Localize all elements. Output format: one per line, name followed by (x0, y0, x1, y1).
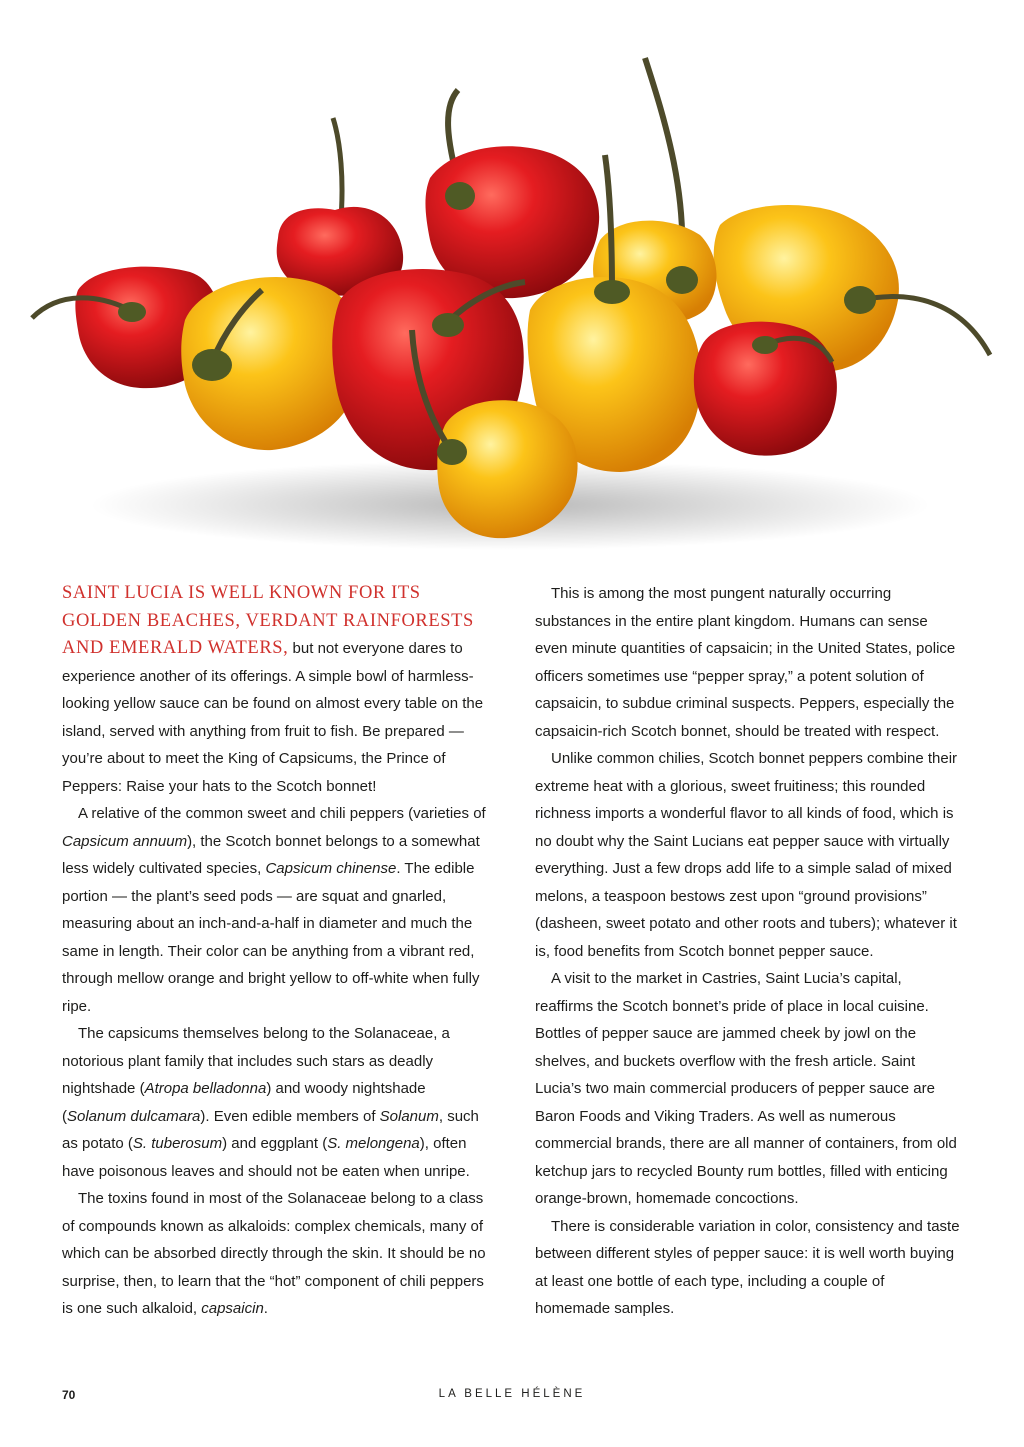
text-run: . The edible portion — the plant’s seed pods — are squat and gnarled, measuring about an inch-and-a-half in diameter and much the same in length. Their color can be anything from a vibrant red, through mellow orange and bright yellow to off-white when fully ripe. (62, 860, 480, 1015)
text-run: , such as potato ( (62, 1107, 479, 1152)
species-name: Capsicum annuum (62, 832, 188, 850)
hero-photo (0, 0, 1024, 560)
text-run: A relative of the common sweet and chili peppers (varieties of (78, 805, 486, 822)
magazine-title: LA BELLE HÉLÈNE (438, 1388, 586, 1400)
body-paragraph: This is among the most pungent naturally occurring substances in the entire plant kingdom. Humans can sense even minute quantities of capsaicin; in the United States, police officers sometimes use “pepper spray,” a potent solution of capsaicin, to subdue criminal suspects. Peppers, especially the capsaicin-rich Scotch bonnet, should be treated with respect. (535, 585, 956, 740)
body-paragraph (62, 1020, 492, 1185)
species-name: Solanum (379, 1107, 439, 1125)
compound-name: capsaicin (201, 1300, 264, 1317)
species-name: Solanum dulcamara (67, 1107, 201, 1125)
article-column-right (535, 580, 960, 1323)
body-paragraph: There is considerable variation in color, consistency and taste between different styles of pepper sauce: it is well worth buying at least one bottle of each type, including a couple of homemade samples. (535, 1217, 960, 1317)
text-run: ), often have poisonous leaves and should not be eaten when unripe. (62, 1135, 470, 1180)
page-number: 70 (62, 1388, 76, 1402)
body-paragraph (62, 1185, 492, 1323)
species-name: Capsicum chinense (265, 860, 397, 877)
body-paragraph: Unlike common chilies, Scotch bonnet peppers combine their extreme heat with a glorious, sweet fruitiness; this rounded richness imports a wonderful flavor to all kinds of food, which is no doubt why the Saint Lucians eat pepper sauce with virtually everything. Just a few drops add life to a simple salad of mixed melons, a teaspoon bestows zest upon “ground provisions” (dasheen, sweet potato and other roots and tubers); whatever it is, food benefits from Scotch bonnet pepper sauce. (535, 750, 958, 960)
text-run: ), the Scotch bonnet belongs to a somewhat less widely cultivated species, (62, 832, 480, 877)
species-name: Atropa belladonna (144, 1080, 267, 1097)
body-paragraph: A visit to the market in Castries, Saint Lucia’s capital, reaffirms the Scotch bonnet’s pride of place in local cuisine. Bottles of pepper sauce are jammed cheek by jowl on the shelves, and buckets overflow with the fresh article. Saint Lucia’s two main commercial producers of pepper sauce are Baron Foods and Viking Traders. As well as numerous commercial brands, there are all manner of containers, from old ketchup jars to recycled Bounty rum bottles, filled with enticing orange-brown, homemade concoctions. (535, 970, 957, 1207)
scotch-bonnet-peppers-photo (0, 0, 1024, 560)
text-run: The capsicums themselves belong to the Solanaceae, a notorious plant family that includes such stars as deadly nightshade ( (62, 1025, 450, 1097)
opening-paragraph (62, 580, 492, 800)
species-name: S. tuberosum (132, 1135, 223, 1152)
article-column-left (62, 580, 492, 1323)
page-footer (62, 1388, 962, 1408)
body-paragraph (62, 800, 492, 1020)
text-run: The toxins found in most of the Solanaceae belong to a class of compounds known as alkaloids: complex chemicals, many of which can be absorbed directly through the skin. It should be no surprise, then, to learn that the “hot” component of chili peppers is one such alkaloid, (62, 1190, 486, 1317)
text-run: ). Even edible members of (200, 1107, 380, 1125)
text-run: . (263, 1300, 268, 1317)
lead-in-heading: SAINT LUCIA IS WELL KNOWN FOR ITS GOLDEN BEACHES, VERDANT RAINFORESTS AND EMERALD WATERS, (62, 583, 474, 658)
species-name: S. melongena (327, 1135, 420, 1152)
opening-text: but not everyone dares to experience another of its offerings. A simple bowl of harmless-looking yellow sauce can be found on almost every table on the island, served with anything from fruit to fish. Be prepared — you’re about to meet the King of Capsicums, the Prince of Peppers: Raise your hats to the Scotch bonnet! (62, 640, 484, 795)
text-run: ) and eggplant ( (222, 1135, 328, 1152)
text-run: ) and woody nightshade ( (62, 1080, 426, 1125)
